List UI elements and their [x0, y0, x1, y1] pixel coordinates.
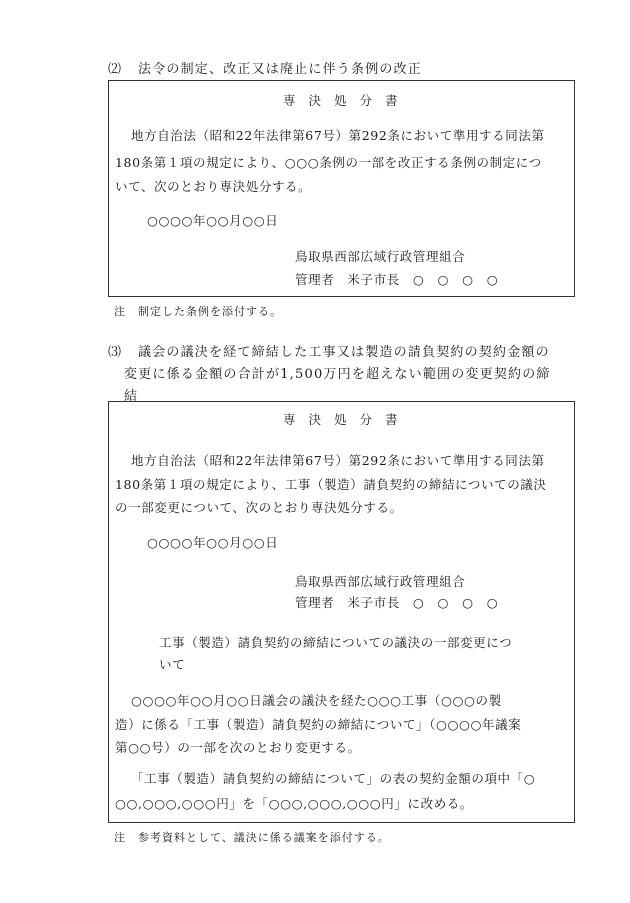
subject-line: いて [159, 657, 186, 672]
signer-line: 管理者 米子市長 ○ ○ ○ ○ [295, 272, 499, 287]
section-3-heading-line: 議会の議決を経て締結した工事又は製造の請負契約の契約金額の [138, 345, 550, 360]
body-line: 地方自治法（昭和22年法律第67号）第292条において準用する同法第 [131, 128, 545, 143]
section-2-note: 注 制定した条例を添付する。 [114, 305, 282, 318]
body-line: 地方自治法（昭和22年法律第67号）第292条において準用する同法第 [131, 453, 545, 468]
body-line: 造）に係る「工事（製造）請負契約の締結について」（○○○○年議案 [115, 717, 522, 732]
section-2-document-box [108, 80, 575, 297]
section-3-note: 注 参考資料として、議決に係る議案を添付する。 [114, 831, 390, 844]
document-title: 専決処分書 [283, 93, 411, 108]
subject-line: 工事（製造）請負契約の締結についての議決の一部変更につ [159, 635, 513, 650]
body-line: ○○○○年○○月○○日議会の議決を経た○○○工事（○○○の製 [131, 693, 502, 708]
body-line: 「工事（製造）請負契約の締結について」の表の契約金額の項中「○ [131, 771, 536, 786]
body-line: の一部変更について、次のとおり専決処分する。 [115, 500, 403, 515]
date-line: ○○○○年○○月○○日 [147, 535, 279, 550]
body-line: 第○○号）の一部を次のとおり変更する。 [115, 740, 361, 755]
organization-name: 鳥取県西部広域行政管理組合 [295, 249, 466, 264]
body-line: いて、次のとおり専決処分する。 [115, 179, 312, 194]
section-3-heading-line: 結 [124, 389, 139, 404]
body-line: ○○,○○○,○○○円」を「○○○,○○○,○○○円」に改める。 [115, 796, 474, 811]
section-2-number: ⑵ [108, 62, 123, 77]
section-2-heading: 法令の制定、改正又は廃止に伴う条例の改正 [138, 62, 423, 77]
date-line: ○○○○年○○月○○日 [147, 213, 279, 228]
body-line: 180条第１項の規定により、工事（製造）請負契約の締結についての議決 [115, 477, 547, 492]
section-3-number: ⑶ [108, 345, 123, 360]
section-3-document-box [108, 401, 575, 823]
document-title: 専決処分書 [283, 412, 411, 427]
signer-line: 管理者 米子市長 ○ ○ ○ ○ [295, 595, 499, 610]
organization-name: 鳥取県西部広域行政管理組合 [295, 574, 466, 589]
body-line: 180条第１項の規定により、○○○条例の一部を改正する条例の制定につ [115, 155, 542, 170]
section-3-heading-line: 変更に係る金額の合計が1,500万円を超えない範囲の変更契約の締 [124, 367, 551, 382]
